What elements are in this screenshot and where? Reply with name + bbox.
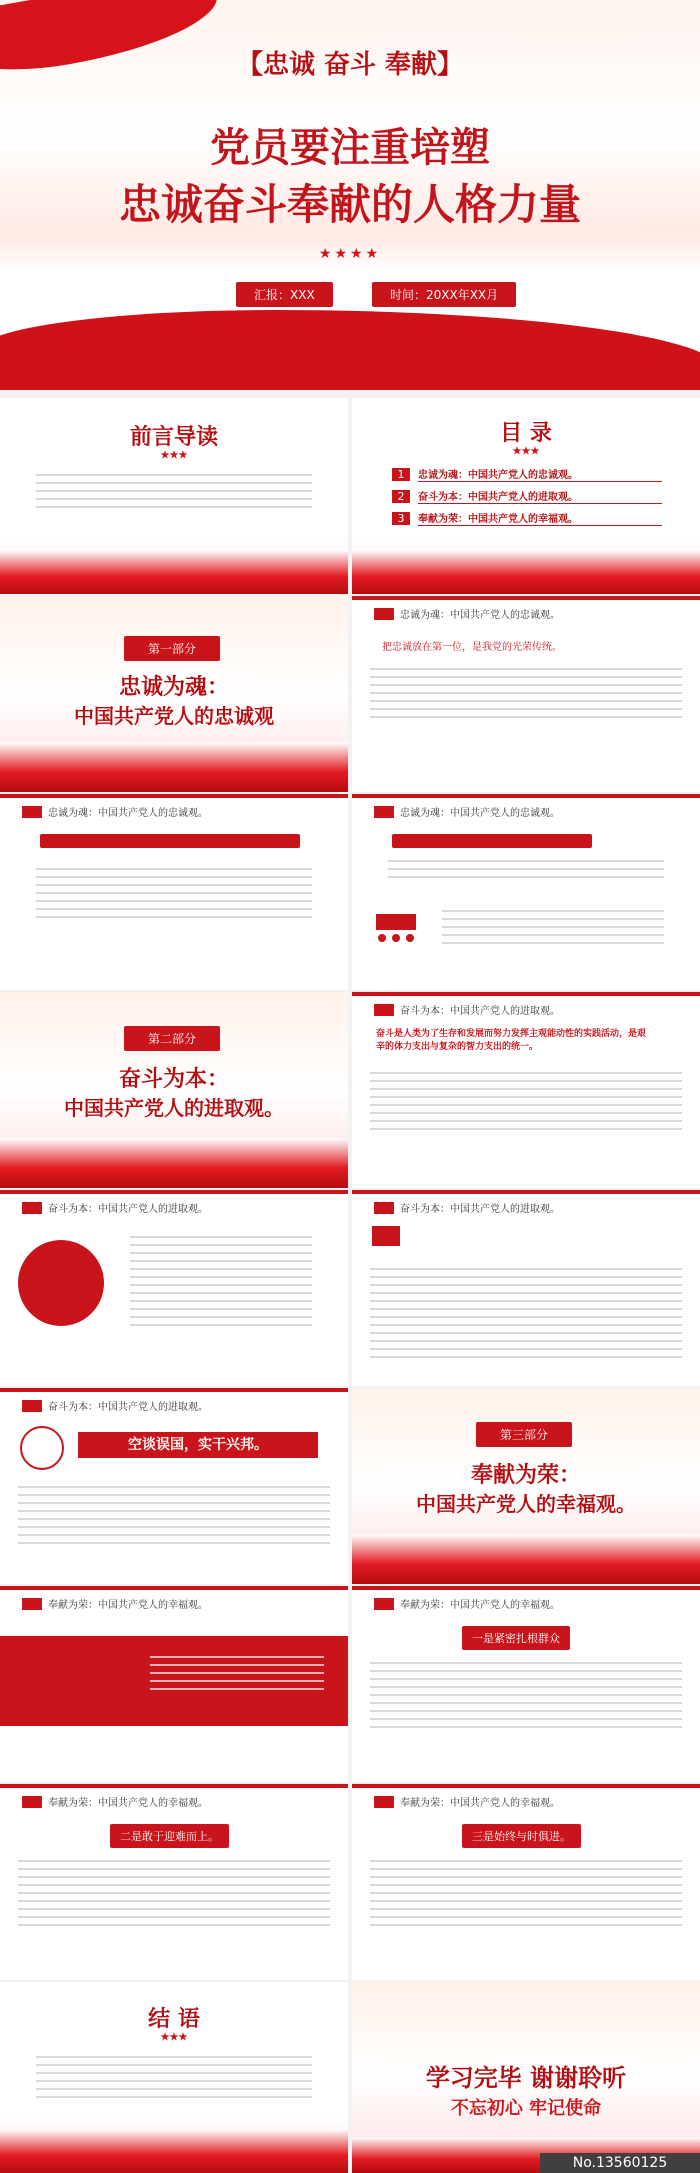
thanks-line1: 学习完毕 谢谢聆听 [425,2063,627,2092]
p1s3-slide [352,794,700,990]
header-marker [22,1400,42,1412]
slide-bottom-wave [352,550,700,594]
slide-header-text: 奋斗为本：中国共产党人的进取观。 [48,1402,208,1413]
meeting-icon [370,912,426,952]
slide-text-lines [18,1854,330,1932]
preface-title: 前言导读 [129,424,218,450]
part1-title1: 忠诚为魂： [118,674,229,700]
slide-header [22,1398,208,1413]
part1-title2: 中国共产党人的忠诚观 [74,704,274,728]
slide-header-text: 奋斗为本：中国共产党人的进取观。 [48,1204,208,1215]
part3-slide [352,1388,700,1584]
header-marker [374,1202,394,1214]
top-bar [352,1784,700,1788]
slide-header [374,804,560,819]
slide-text-lines [130,1230,312,1332]
cover-tag: 【忠诚 奋斗 奉献】 [236,50,464,80]
toc-item[interactable] [392,510,662,526]
top-bar [0,794,348,798]
header-marker [374,1598,394,1610]
part2-title2: 中国共产党人的进取观。 [64,1096,284,1120]
conclusion-stars: ★★★ [160,2032,188,2043]
slide-text-lines [388,854,664,884]
p3s4-slide [352,1784,700,1980]
thanks-line2: 不忘初心 牢记使命 [450,2098,602,2119]
slide-bottom-wave [0,550,348,594]
slide-header-text: 奉献为荣：中国共产党人的幸福观。 [48,1600,208,1611]
top-bar [352,1586,700,1590]
preface-slide [0,398,348,594]
toc-item-number: 2 [392,490,410,503]
slide-text-lines [150,1650,324,1696]
toc-item-number: 3 [392,512,410,525]
red-circle-callout [18,1240,104,1326]
slide-header [22,1200,208,1215]
bottom-red-wave [0,310,700,390]
p1s2-slide [0,794,348,990]
toc-item-label: 奉献为荣：中国共产党人的幸福观。 [418,510,662,526]
part1-slide [0,596,348,792]
slide-header [374,1002,560,1017]
slide-header-text: 奋斗为本：中国共产党人的进取观。 [400,1006,560,1017]
p1s1-slide [352,596,700,792]
top-bar [0,1388,348,1392]
slogan-banner: 空谈误国，实干兴邦。 [78,1432,318,1458]
slide-header-text: 忠诚为魂：中国共产党人的忠诚观。 [48,808,208,819]
p2s2-slide [0,1190,348,1386]
cover-stars: ★★★★ [318,246,382,262]
cover-title-line2: 忠诚奋斗奉献的人格力量 [118,180,581,229]
thanks-slide [352,1982,700,2173]
slide-text-lines [18,1480,330,1550]
slide-header [22,804,208,819]
slide-bottom-wave [0,742,348,792]
part2-slide [0,992,348,1188]
subsection-tag: 一是紧密扎根群众 [462,1626,570,1650]
header-marker [374,608,394,620]
preface-text-lines [36,468,312,514]
toc-stars: ★★★ [512,446,540,457]
header-marker [22,806,42,818]
top-bar [352,992,700,996]
p3s3-slide [0,1784,348,1980]
part2-title1: 奋斗为本： [118,1066,229,1092]
part-badge: 第二部分 [124,1026,220,1051]
slide-header-text: 忠诚为魂：中国共产党人的忠诚观。 [400,808,560,819]
slide-header-text: 奉献为荣：中国共产党人的幸福观。 [400,1798,560,1809]
slide-text-lines [370,662,682,724]
header-marker [22,1202,42,1214]
toc-item-number: 1 [392,468,410,481]
p2s1-slide [352,992,700,1188]
toc-list [392,466,662,526]
part3-title2: 中国共产党人的幸福观。 [416,1492,636,1516]
speaker-icon [20,1426,64,1470]
subsection-tag: 二是敢于迎难而上。 [110,1824,229,1848]
slide-header [374,606,560,621]
hand-icon [372,1226,400,1246]
slide-header [374,1596,560,1611]
slide-headline: 奋斗是人类为了生存和发展而努力发挥主观能动性的实践活动，是艰辛的体力支出与复杂的智力支出的统一。 [376,1029,647,1052]
reporter-pill: 汇报：XXX [236,282,333,307]
conclusion-slide [0,1982,348,2173]
slide-header-text: 奉献为荣：中国共产党人的幸福观。 [48,1798,208,1809]
cover-slide [0,0,700,390]
subsection-tag: 三是始终与时俱进。 [462,1824,581,1848]
cover-title-line1: 党员要注重培塑 [210,124,490,171]
toc-item-label: 奋斗为本：中国共产党人的进取观。 [418,488,662,504]
slide-text-lines [370,1854,682,1932]
preface-stars: ★★★ [160,450,188,461]
slide-header-text: 奋斗为本：中国共产党人的进取观。 [400,1204,560,1215]
conclusion-title: 结 语 [148,2006,200,2032]
toc-item[interactable] [392,488,662,504]
slide-text-lines [36,862,312,924]
slide-text-lines [36,2050,312,2104]
toc-item-label: 忠诚为魂：中国共产党人的忠诚观。 [418,466,662,482]
slide-header [374,1200,560,1215]
p2s3-slide [352,1190,700,1386]
slide-text-lines [370,1066,682,1136]
slide-header-text: 奉献为荣：中国共产党人的幸福观。 [400,1600,560,1611]
top-bar [0,1784,348,1788]
toc-title: 目 录 [500,420,552,446]
slide-header [374,1794,560,1809]
header-marker [22,1598,42,1610]
slide-text-lines [442,904,664,950]
part-badge: 第三部分 [476,1422,572,1447]
header-marker [22,1796,42,1808]
red-banner [40,834,300,848]
red-banner [392,834,592,848]
slide-text-lines [370,1262,682,1364]
slide-header [22,1596,208,1611]
p3s2-slide [352,1586,700,1782]
top-bar [352,794,700,798]
header-marker [374,1004,394,1016]
top-bar [352,1190,700,1194]
top-bar [352,596,700,600]
toc-slide [352,398,700,594]
slide-header [22,1794,208,1809]
slide-headline: 把忠诚放在第一位，是我党的光荣传统。 [382,642,562,653]
toc-item[interactable] [392,466,662,482]
part-badge: 第一部分 [124,636,220,661]
header-marker [374,1796,394,1808]
p2s4-slide [0,1388,348,1584]
slide-bottom-wave [0,1138,348,1188]
slide-text-lines [370,1656,682,1734]
p3s1-slide [0,1586,348,1782]
header-marker [374,806,394,818]
slide-bottom-wave [352,1534,700,1584]
part3-title1: 奉献为荣： [470,1462,581,1488]
slide-header-text: 忠诚为魂：中国共产党人的忠诚观。 [400,610,560,621]
slide-bottom-wave [0,2129,348,2173]
top-bar [0,1190,348,1194]
top-bar [0,1586,348,1590]
image-number-badge: No.13560125 [540,2153,700,2173]
time-pill: 时间：20XX年XX月 [372,282,516,307]
